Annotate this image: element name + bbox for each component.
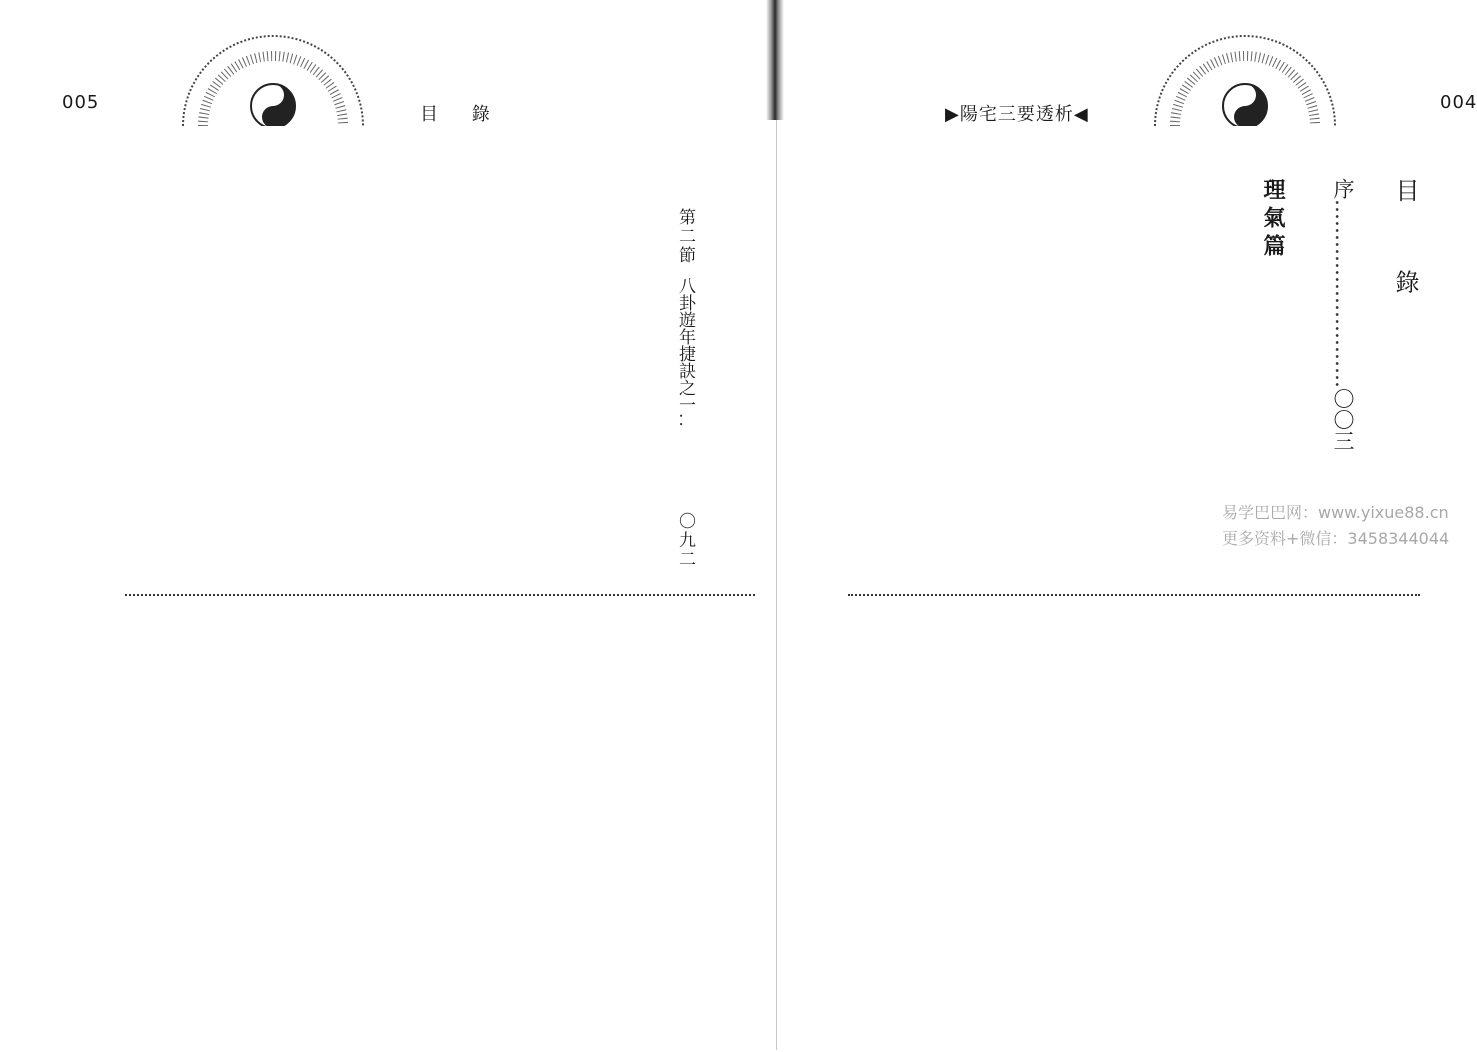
page-fold <box>776 120 777 1050</box>
page-number: 004 <box>1440 92 1477 113</box>
leader-dots: .. <box>675 413 695 430</box>
page-number: 005 <box>62 92 100 113</box>
taiji-emblem-icon <box>178 8 368 126</box>
running-head: 目 錄 <box>420 104 504 125</box>
toc-page-number: 〇九二 <box>675 512 695 569</box>
part-title: 理氣篇 <box>1260 178 1286 262</box>
running-head: ▶陽宅三要透析◀ <box>945 104 1089 125</box>
toc-section-entry <box>676 208 693 512</box>
toc-entry-title: 八卦遊年捷訣之一 <box>675 277 695 413</box>
divider <box>848 594 1420 596</box>
divider <box>125 594 755 596</box>
toc-entry-label: 第二節 <box>675 208 695 265</box>
taiji-emblem-icon <box>1150 8 1340 126</box>
preface-entry: 序………………………〇〇三 <box>1331 178 1355 451</box>
toc-heading: 目 錄 <box>1391 178 1419 324</box>
watermark: 易学巴巴网：www.yixue88.cn 更多资料+微信：3458344044 <box>1222 503 1450 548</box>
leader-dots: ……………………… <box>1331 199 1355 388</box>
